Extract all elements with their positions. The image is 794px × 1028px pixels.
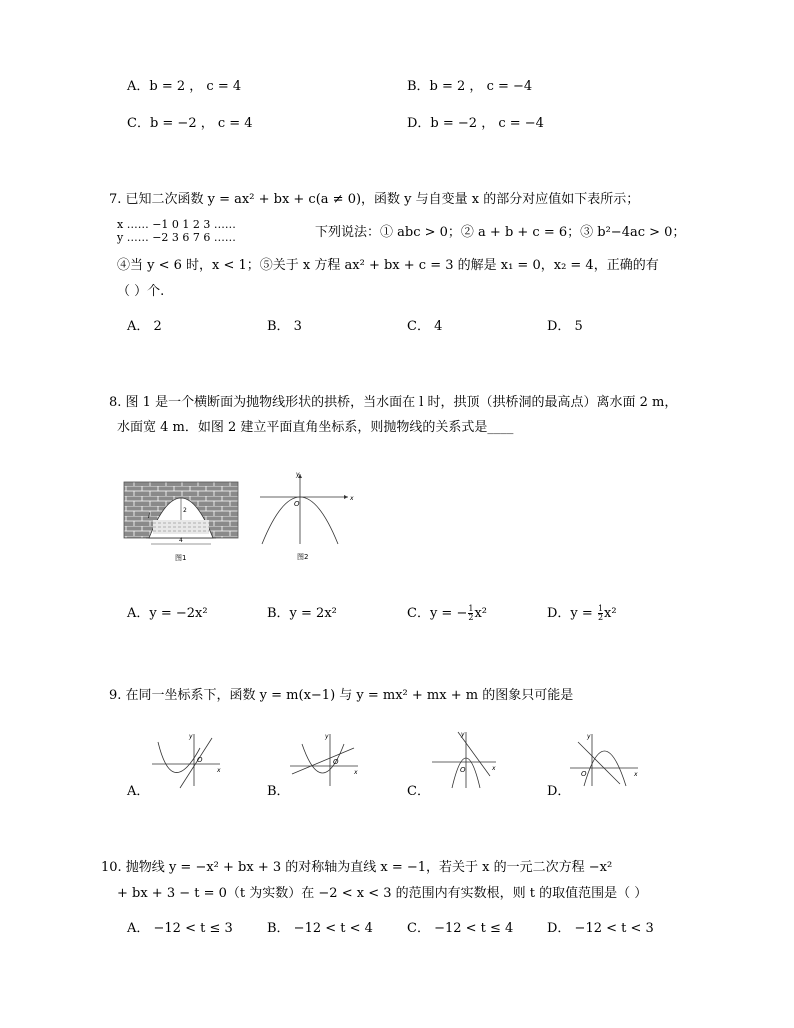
q7-stem-line4: （ ）个. [117, 284, 165, 299]
q9-option-a: A． [127, 784, 150, 799]
q10-stem-line2: + bx + 3 − t = 0（t 为实数）在 −2 < x < 3 的范围内有实数根，则 t 的取值范围是（ ） [117, 886, 648, 901]
fig2-y-label: y [296, 471, 300, 478]
q8-c-frac-num: 1 [468, 604, 474, 613]
q6-option-b: B．b = 2 ， c = −4 [407, 79, 533, 94]
q8-d-frac-den: 2 [597, 613, 604, 622]
q8-option-a: A．y = −2x² [127, 606, 208, 621]
q10-option-c: C． −12 < t ≤ 4 [407, 921, 514, 936]
q9d-origin: O [581, 770, 587, 778]
q9-graph-c [430, 728, 502, 790]
q7-stem-line1: 7. 已知二次函数 y = ax² + bx + c(a ≠ 0)，函数 y 与自变量 x 的部分对应值如下表所示； [109, 192, 640, 207]
q6-option-c: C．b = −2 ， c = 4 [127, 116, 253, 131]
fig1-l-label: l [148, 512, 150, 520]
q9-stem: 9. 在同一坐标系下，函数 y = m(x−1) 与 y = mx² + mx + m 的图象只可能是 [109, 688, 574, 703]
q9c-origin: O [460, 766, 466, 774]
q8-option-c-suffix: x² [474, 606, 487, 621]
q8-stem-line1: 8. 图 1 是一个横断面为抛物线形状的拱桥，当水面在 l 时，拱顶（拱桥洞的最高点）离水面 2 m， [109, 395, 678, 410]
q9b-x-label: x [354, 769, 358, 776]
fig1-height-label: 2 [183, 507, 187, 514]
q7-table-y-row: y …… −2 3 6 7 6 …… [117, 231, 236, 244]
q8-d-frac-num: 1 [597, 604, 604, 613]
q9-graph-b [288, 730, 360, 790]
q9a-x-label: x [217, 767, 221, 774]
q10-stem-line1: 10. 抛物线 y = −x² + bx + 3 的对称轴为直线 x = −1，若关于 x 的一元二次方程 −x² [101, 860, 613, 875]
q9c-y-label: y [461, 731, 465, 738]
q9-graph-a [150, 730, 222, 790]
q9d-x-label: x [634, 771, 638, 778]
q7-stem-line2: 下列说法：① abc > 0；② a + b + c = 6；③ b²−4ac > 0； [315, 225, 686, 240]
fig2-origin-label: O [294, 500, 300, 508]
q9a-y-label: y [189, 733, 193, 740]
q8-c-frac-den: 2 [468, 613, 474, 622]
q8-option-d-prefix: D．y = [547, 606, 597, 621]
fig2-x-label: x [350, 495, 354, 502]
fig1-caption: 图1 [175, 554, 187, 562]
q7-option-d: D． 5 [547, 319, 583, 334]
q6-option-d: D．b = −2 ， c = −4 [407, 116, 544, 131]
q9c-x-label: x [492, 765, 496, 772]
q9b-origin: O [333, 758, 339, 766]
q7-option-b: B． 3 [267, 319, 302, 334]
q10-option-a: A． −12 < t ≤ 3 [127, 921, 233, 936]
fig2-caption: 图2 [297, 553, 309, 561]
fig1-width-label: 4 [179, 537, 183, 544]
q7-option-a: A． 2 [127, 319, 162, 334]
q9b-y-label: y [325, 733, 329, 740]
q9d-y-label: y [587, 733, 591, 740]
q6-option-a: A．b = 2 ， c = 4 [127, 79, 242, 94]
q7-stem-line3: ④当 y < 6 时，x < 1；⑤关于 x 方程 ax² + bx + c = 3 的解是 x₁ = 0，x₂ = 4，正确的有 [117, 258, 659, 273]
q9-graph-d [568, 730, 640, 790]
q9-option-c: C． [407, 784, 430, 799]
q10-option-b: B． −12 < t < 4 [267, 921, 373, 936]
q8-option-d [547, 605, 617, 623]
figure-2-parabola [256, 466, 356, 566]
q8-option-c [407, 605, 487, 623]
q9-option-d: D． [547, 784, 571, 799]
q9-option-b: B． [267, 784, 290, 799]
figure-1-arch-bridge [118, 476, 244, 566]
q10-option-d: D． −12 < t < 3 [547, 921, 654, 936]
q8-option-c-prefix: C．y = − [407, 606, 468, 621]
q9a-origin: O [197, 756, 203, 764]
q8-option-b: B．y = 2x² [267, 606, 337, 621]
q7-table-x-row: x …… −1 0 1 2 3 …… [117, 218, 236, 231]
q7-option-c: C． 4 [407, 319, 443, 334]
q8-stem-line2: 水面宽 4 m．如图 2 建立平面直角坐标系，则抛物线的关系式是____ [117, 420, 514, 435]
q8-option-d-suffix: x² [604, 606, 617, 621]
